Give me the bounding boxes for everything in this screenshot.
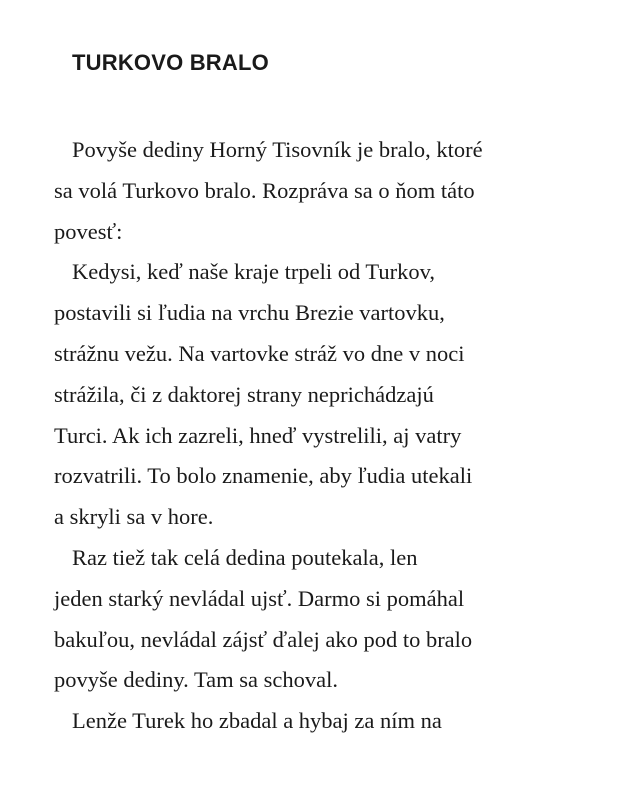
text-line: Raz tiež tak celá dedina poutekala, len [72, 544, 418, 570]
text-line: strážnu vežu. Na vartovke stráž vo dne v noci [54, 340, 465, 366]
text-line: bakuľou, nevládal zájsť ďalej ako pod to bralo [54, 626, 473, 652]
page-title: TURKOVO BRALO [72, 50, 269, 75]
text-line: strážila, či z daktorej strany neprichádzajú [54, 381, 434, 407]
paragraph-1 [54, 130, 614, 252]
paragraph-2 [54, 252, 614, 538]
text-line: sa volá Turkovo bralo. Rozpráva sa o ňom táto [54, 177, 475, 203]
text-line: Lenže Turek ho zbadal a hybaj za ním na [72, 708, 442, 734]
page [54, 48, 614, 742]
text-line: povyše dediny. Tam sa schoval. [54, 667, 338, 693]
text-line: a skryli sa v hore. [54, 504, 214, 530]
story-text [54, 130, 614, 742]
text-line: rozvatrili. To bolo znamenie, aby ľudia utekali [54, 463, 473, 489]
paragraph-3 [54, 538, 614, 701]
text-line: postavili si ľudia na vrchu Brezie vartovku, [54, 300, 445, 326]
text-line: Povyše dediny Horný Tisovník je bralo, ktoré [72, 137, 483, 162]
text-line: Turci. Ak ich zazreli, hneď vystrelili, aj vatry [54, 422, 462, 448]
paragraph-4 [54, 701, 614, 742]
text-line: Kedysi, keď naše kraje trpeli od Turkov, [72, 259, 436, 285]
text-line: jeden starký nevládal ujsť. Darmo si pomáhal [54, 585, 465, 611]
text-line: povesť: [54, 218, 123, 244]
